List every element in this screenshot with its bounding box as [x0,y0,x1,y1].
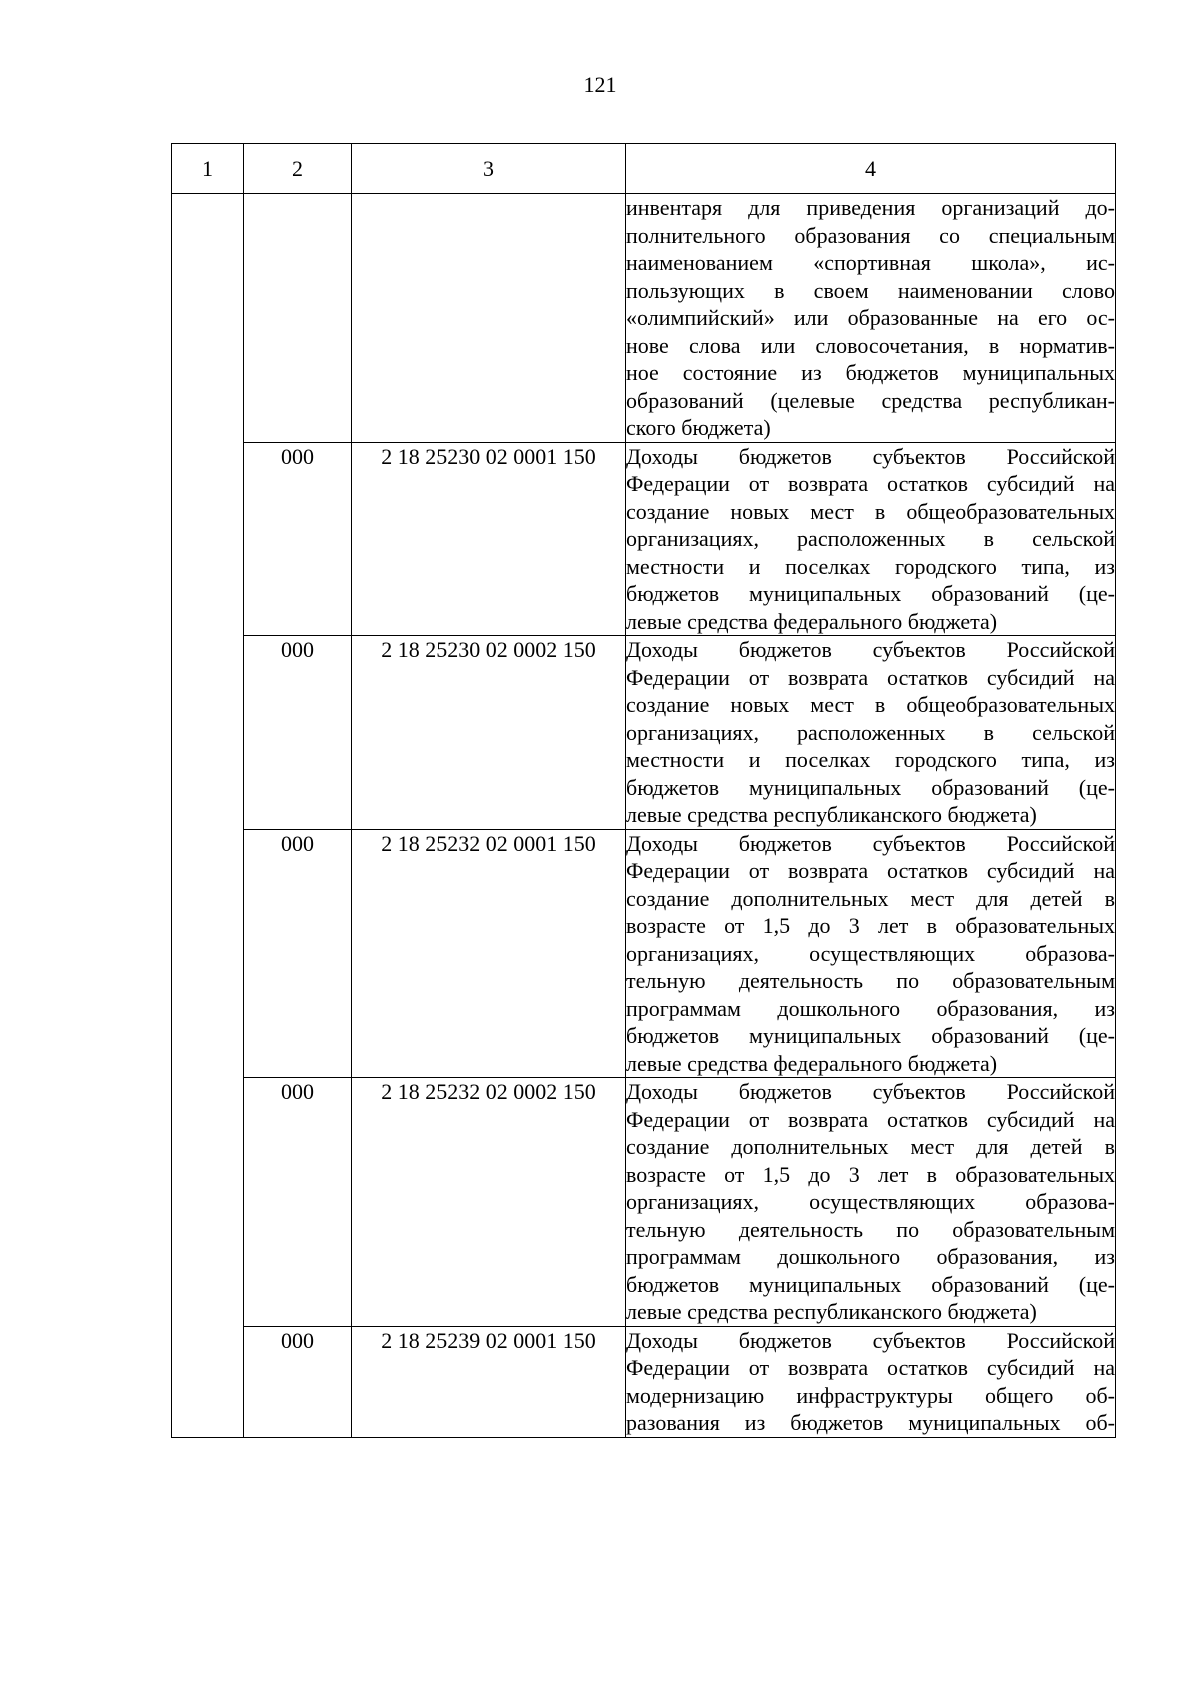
description-line: Федерации от возврата остатков субсидий на [626,471,1115,496]
table-row [172,636,1116,830]
header-col-2: 2 [244,144,352,194]
description-line: программам дошкольного образования, из [626,1244,1115,1269]
admin-code-cell: 000 [244,442,352,636]
table-row [172,1326,1116,1437]
description-line: ное состояние из бюджетов муниципальных [626,360,1115,385]
description-line: инвентаря для приведения организаций до- [626,195,1115,220]
description-line: Федерации от возврата остатков субсидий на [626,664,1115,690]
description-line: создание дополнительных мест для детей в [626,885,1115,911]
description-line: возрасте от 1,5 до 3 лет в образовательных [626,1161,1115,1187]
description-line: левые средства республиканского бюджета) [626,1299,1037,1324]
description-line: местности и поселках городского типа, из [626,553,1115,579]
classification-code-cell: 2 18 25230 02 0002 150 [352,636,626,830]
description-line: Доходы бюджетов субъектов Российской [626,443,1115,469]
description-line: нове слова или словосочетания, в норматив- [626,332,1115,358]
description-line: местности и поселках городского типа, из [626,747,1115,772]
table-body [172,194,1116,1438]
description-cell [626,829,1116,1078]
description-line: модернизацию инфраструктуры общего об- [626,1382,1115,1408]
description-line: разования из бюджетов муниципальных об- [626,1410,1115,1435]
classification-code-cell: 2 18 25230 02 0001 150 [352,442,626,636]
page-number: 121 [583,72,617,97]
classification-code-cell: 2 18 25232 02 0002 150 [352,1078,626,1327]
continuation-admin-cell [244,194,352,443]
description-line: бюджетов муниципальных образований (це- [626,581,1115,606]
description-line: создание дополнительных мест для детей в [626,1134,1115,1159]
description-line: Федерации от возврата остатков субсидий на [626,1106,1115,1132]
admin-code-cell: 000 [244,1078,352,1327]
description-line: «олимпийский» или образованные на его ос- [626,305,1115,330]
admin-code-cell: 000 [244,636,352,830]
description-line: организациях, расположенных в сельской [626,526,1115,551]
description-cell [626,442,1116,636]
description-line: Доходы бюджетов субъектов Российской [626,830,1115,856]
description-line: тельную деятельность по образовательным [626,968,1115,993]
description-cell [626,636,1116,830]
description-line: левые средства республиканского бюджета) [626,802,1037,827]
description-line: бюджетов муниципальных образований (це- [626,1023,1115,1048]
description-line: организациях, расположенных в сельской [626,719,1115,745]
continuation-row [172,194,1116,443]
description-line: организациях, осуществляющих образова- [626,940,1115,966]
classification-code-cell: 2 18 25232 02 0001 150 [352,829,626,1078]
admin-code-cell: 000 [244,829,352,1078]
description-line: организациях, осуществляющих образова- [626,1189,1115,1214]
description-line: Федерации от возврата остатков субсидий на [626,858,1115,883]
description-line: левые средства федерального бюджета) [626,1050,998,1076]
header-row [172,144,1116,194]
continuation-classification-cell [352,194,626,443]
description-line: Доходы бюджетов субъектов Российской [626,1079,1115,1104]
description-cell [626,1078,1116,1327]
description-line: пользующих в своем наименовании слово [626,277,1115,303]
description-cell [626,1326,1116,1437]
group-cell [172,194,244,1438]
description-line: Доходы бюджетов субъектов Российской [626,637,1115,662]
description-line: создание новых мест в общеобразовательных [626,692,1115,717]
description-line: наименованием «спортивная школа», ис- [626,250,1115,275]
table-row [172,442,1116,636]
header-col-3: 3 [352,144,626,194]
budget-classification-table [171,143,1116,1438]
header-col-4: 4 [626,144,1116,194]
description-line: бюджетов муниципальных образований (це- [626,774,1115,800]
classification-code-cell: 2 18 25239 02 0001 150 [352,1326,626,1437]
description-line: программам дошкольного образования, из [626,995,1115,1021]
description-line: создание новых мест в общеобразовательных [626,498,1115,524]
admin-code-cell: 000 [244,1326,352,1437]
description-line: полнительного образования со специальным [626,222,1115,248]
continuation-description-cell [626,194,1116,443]
header-col-1: 1 [172,144,244,194]
description-line: тельную деятельность по образовательным [626,1216,1115,1242]
description-line: возрасте от 1,5 до 3 лет в образовательных [626,913,1115,938]
description-line: бюджетов муниципальных образований (це- [626,1271,1115,1297]
table-row [172,1078,1116,1327]
description-line: ского бюджета) [626,415,771,440]
table-header [172,144,1116,194]
description-line: Доходы бюджетов субъектов Российской [626,1327,1115,1353]
description-line: Федерации от возврата остатков субсидий на [626,1355,1115,1380]
description-line: левые средства федерального бюджета) [626,608,998,634]
description-line: образований (целевые средства республикан- [626,387,1115,413]
table-row [172,829,1116,1078]
